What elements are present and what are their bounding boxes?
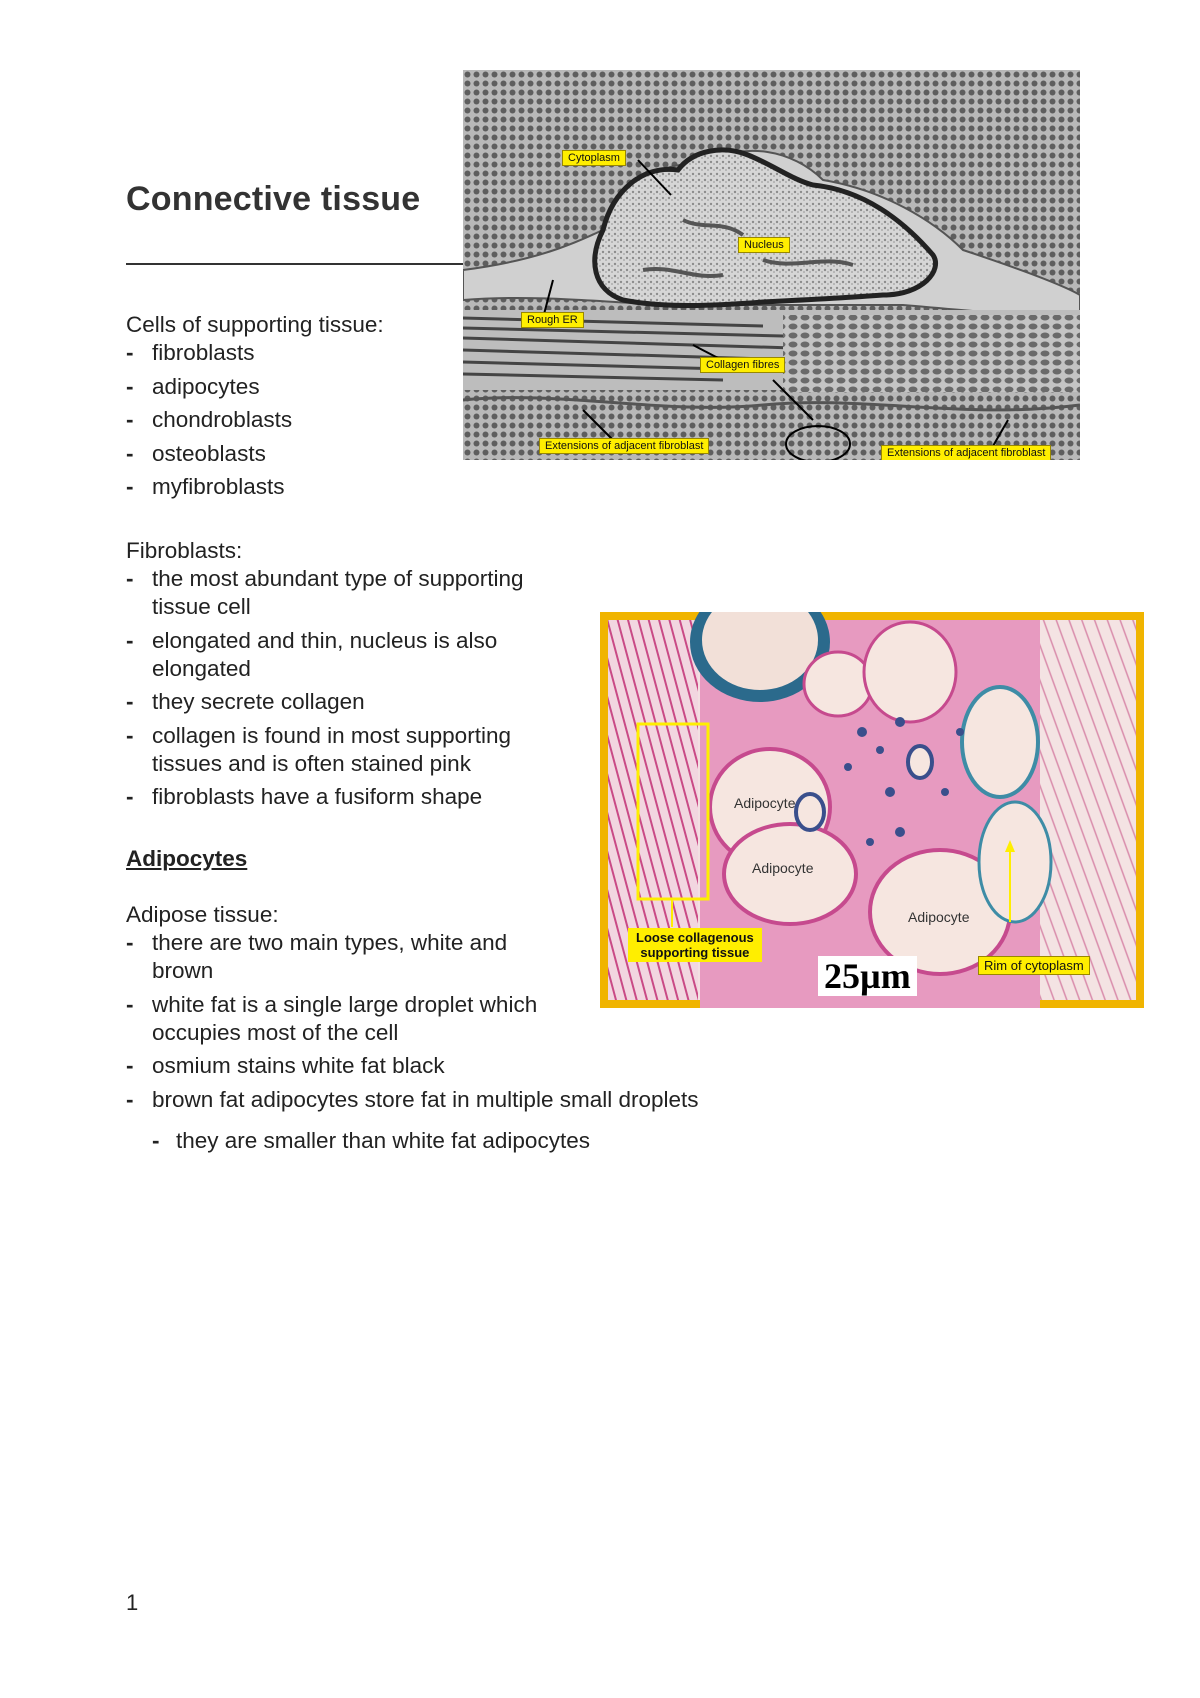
label-extensions-right: Extensions of adjacent fibroblast [881,445,1051,460]
list-item-text: the most abundant type of supporting [152,566,524,591]
cells-heading: Cells of supporting tissue: [126,312,384,337]
bullet-dash: - [126,930,134,955]
page-number: 1 [126,1590,139,1615]
list-item-text: they secrete collagen [152,689,365,714]
label-adipocyte-3: Adipocyte [908,909,970,925]
em-micrograph-figure [463,70,1080,460]
bullet-dash: - [126,566,134,591]
list-item-text: collagen is found in most supporting [152,722,511,748]
adipocytes-heading: Adipocytes [126,846,248,871]
scale-bar-label: 25µm [818,956,917,996]
list-item-text: chondroblasts [152,407,293,432]
page-title: Connective tissue [126,180,421,218]
bullet-dash: - [126,474,134,499]
label-adipocyte-2: Adipocyte [752,860,814,876]
list-item-text: osmium stains white fat black [152,1053,445,1078]
list-item-text: myfibroblasts [152,474,285,499]
adipose-subitem-text: they are smaller than white fat adipocytes [176,1128,590,1153]
adipose-heading: Adipose tissue: [126,902,279,927]
label-loose-line2: supporting tissue [640,945,750,960]
label-loose-collagenous-tissue [628,928,762,962]
list-item-text: occupies most of the cell [152,1019,399,1045]
list-item-text: adipocytes [152,373,260,399]
bullet-dash: - [126,373,134,399]
bullet-dash: - [126,627,134,653]
label-adipocyte-1: Adipocyte [734,795,796,811]
bullet-dash: - [126,784,134,809]
list-item-text: white fat is a single large droplet which [152,991,538,1017]
bullet-dash: - [152,1128,160,1153]
label-extensions-left: Extensions of adjacent fibroblast [539,438,709,454]
bullet-dash: - [126,1053,134,1078]
bullet-dash: - [126,440,134,466]
fibroblasts-heading: Fibroblasts: [126,538,243,563]
bullet-dash: - [126,689,134,714]
bullet-dash: - [126,407,134,432]
adipose-histology-figure [600,612,1144,1008]
bullet-dash: - [126,991,134,1017]
list-item-text: brown fat adipocytes store fat in multiple small droplets [152,1086,699,1112]
label-nucleus: Nucleus [738,237,790,253]
list-item-text: there are two main types, white and [152,930,508,955]
list-item-text: fibroblasts [152,340,255,365]
bullet-dash: - [126,340,134,365]
label-loose-line1: Loose collagenous [636,930,754,945]
list-item-text: brown [152,958,214,983]
list-item-text: fibroblasts have a fusiform shape [152,784,483,809]
label-cytoplasm: Cytoplasm [562,150,626,166]
label-rim-of-cytoplasm: Rim of cytoplasm [978,956,1090,975]
list-item-text: elongated and thin, nucleus is also [152,627,498,653]
bullet-dash: - [126,722,134,748]
list-item-text: osteoblasts [152,440,266,466]
em-micrograph-image [463,70,1080,460]
list-item-text: elongated [152,655,251,681]
list-item-text: tissue cell [152,594,251,619]
title-underline [126,263,466,265]
label-collagen-fibres: Collagen fibres [700,357,785,373]
bullet-dash: - [126,1086,134,1112]
list-item-text: tissues and is often stained pink [152,750,471,776]
label-rough-er: Rough ER [521,312,584,328]
